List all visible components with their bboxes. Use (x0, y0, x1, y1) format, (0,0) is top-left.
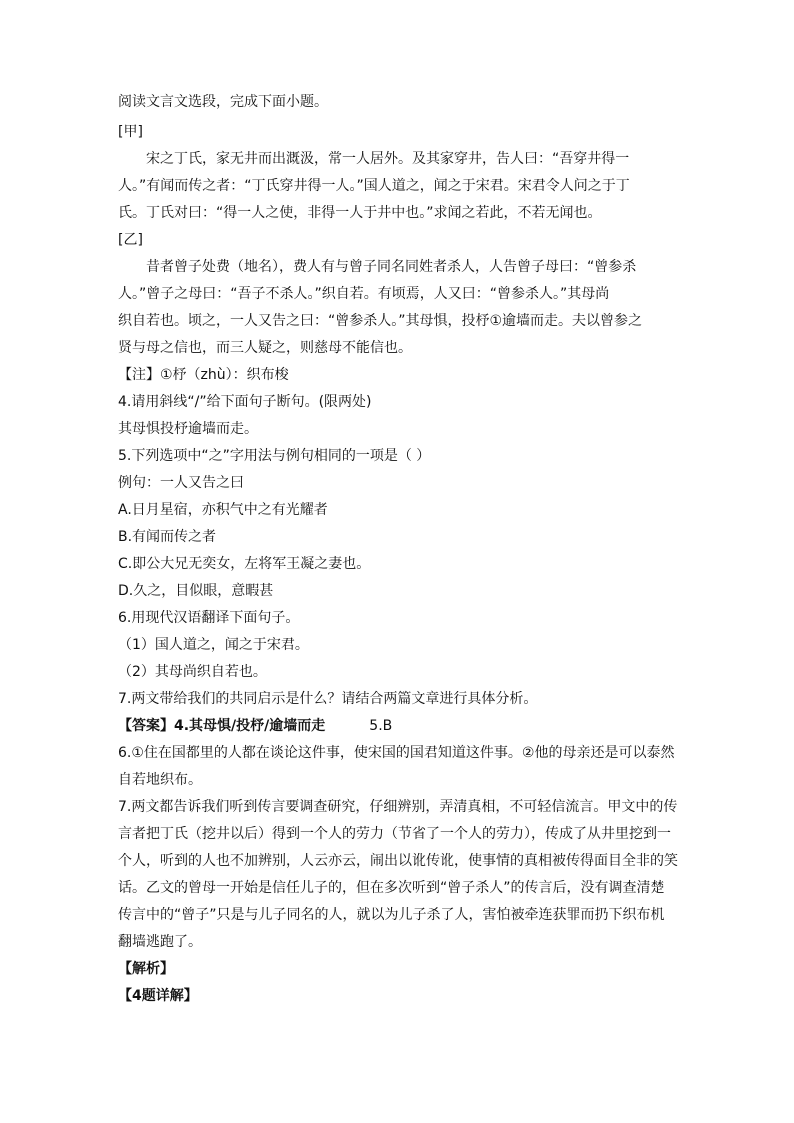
answer-q6-line-1: 6.①住在国都里的人都在谈论这件事，使宋国的国君知道这件事。②他的母亲还是可以泰然 (118, 745, 675, 761)
passage-jia-line-2: 人。”有闻而传之者：“丁氏穿井得一人。”国人道之，闻之于宋君。宋君令人问之于丁 (118, 178, 630, 194)
instruction-line: 阅读文言文选段，完成下面小题。 (118, 94, 328, 110)
section-jia-label: [甲] (118, 124, 143, 140)
passage-yi-line-1: 昔者曾子处费（地名），费人有与曾子同名同姓者杀人，人告曾子母曰：“曾参杀 (146, 259, 637, 275)
passage-jia-line-1: 宋之丁氏，家无井而出溉汲，常一人居外。及其家穿井，告人曰：“吾穿井得一 (146, 151, 630, 167)
option-b: B.有闻而传之者 (118, 529, 217, 545)
question-7: 7.两文带给我们的共同启示是什么？请结合两篇文章进行具体分析。 (118, 691, 538, 707)
passage-yi-line-4: 贤与母之信也，而三人疑之，则慈母不能信也。 (118, 340, 412, 356)
answer-q7-line-1: 7.两文都告诉我们听到传言要调查研究，仔细辨别，弄清真相，不可轻信流言。甲文中的传 (118, 799, 678, 815)
answer-q5: 5.B (369, 718, 393, 734)
option-c: C.即公大兄无奕女，左将军王凝之妻也。 (118, 556, 371, 572)
option-d: D.久之，目似眼，意暇甚 (118, 583, 274, 599)
question-4-sentence: 其母惧投杼逾墙而走。 (118, 421, 258, 437)
question-4: 4.请用斜线“/”给下面句子断句。(限两处) (118, 394, 372, 410)
answer-line (118, 717, 392, 735)
answer-q6-line-2: 自若地织布。 (118, 772, 202, 788)
question-6-item-2: （2）其母尚织自若也。 (118, 664, 267, 680)
analysis-heading: 【解析】 (118, 961, 174, 977)
note-line: 【注】①杼（zhù）：织布梭 (118, 367, 289, 383)
answer-q7-line-3: 个人，听到的人也不加辨别，人云亦云，闹出以讹传讹，使事情的真相被传得面目全非的笑 (118, 853, 678, 869)
question-5: 5.下列选项中“之”字用法与例句相同的一项是（ ） (118, 448, 431, 464)
answer-q4: 【答案】4.其母惧/投杼/逾墙而走 (118, 718, 326, 734)
option-a: A.日月星宿，亦积气中之有光耀者 (118, 502, 328, 518)
answer-q7-line-6: 翻墙逃跑了。 (118, 934, 202, 950)
question-5-example: 例句：一人又告之曰 (118, 475, 244, 491)
answer-q7-line-5: 传言中的“曾子”只是与儿子同名的人，就以为儿子杀了人，害怕被牵连获罪而扔下织布机 (118, 907, 665, 923)
answer-q7-line-4: 话。乙文的曾母一开始是信任儿子的，但在多次听到“曾子杀人”的传言后，没有调查清楚 (118, 880, 665, 896)
question-6: 6.用现代汉语翻译下面句子。 (118, 610, 300, 626)
passage-yi-line-2: 人。”曾子之母曰：“吾子不杀人。”织自若。有顷焉，人又曰：“曾参杀人。”其母尚 (118, 286, 610, 302)
section-yi-label: [乙] (118, 232, 143, 248)
question-6-item-1: （1）国人道之，闻之于宋君。 (118, 637, 309, 653)
passage-yi-line-3: 织自若也。顷之，一人又告之曰：“曾参杀人。”其母惧，投杼①逾墙而走。夫以曾参之 (118, 313, 643, 329)
q4-detail-heading: 【4题详解】 (118, 988, 198, 1004)
answer-q7-line-2: 言者把丁氏（挖井以后）得到一个人的劳力（节省了一个人的劳力），传成了从井里挖到一 (118, 826, 671, 842)
passage-jia-line-3: 氏。丁氏对曰：“得一人之使，非得一人于井中也。”求闻之若此，不若无闻也。 (118, 205, 602, 221)
